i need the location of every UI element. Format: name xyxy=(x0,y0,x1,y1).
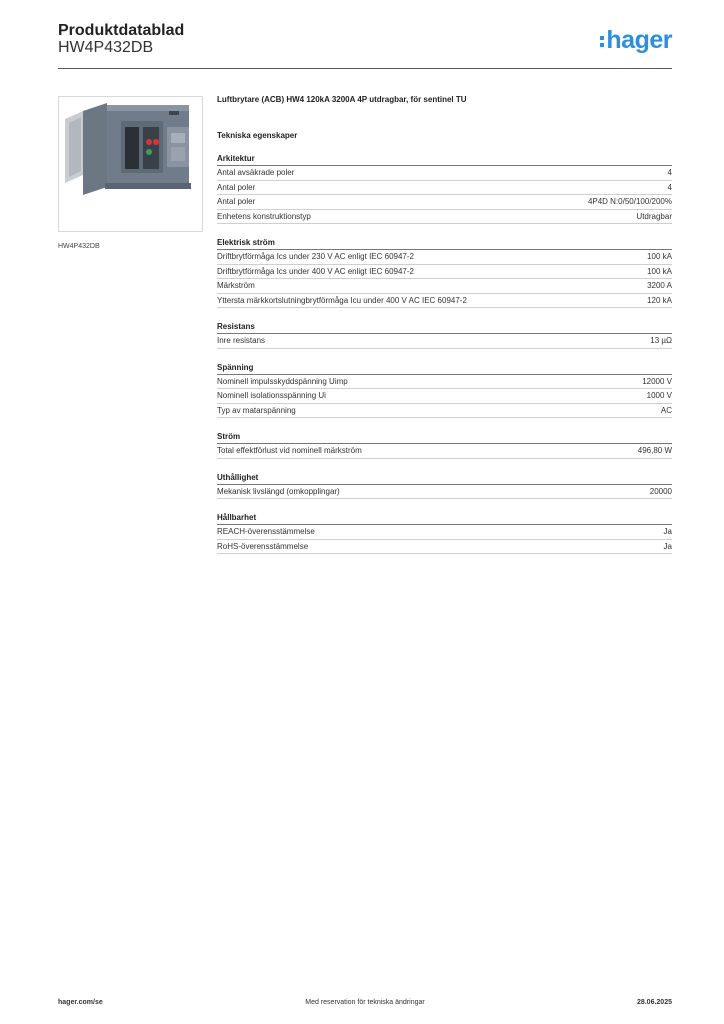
hager-logo xyxy=(600,28,672,53)
spec-label: Yttersta märkkortslutningbrytförmåga Icu under 400 V AC IEC 60947-2 xyxy=(217,295,467,305)
spec-row xyxy=(217,294,672,309)
spec-label: Nominell isolationsspänning Ui xyxy=(217,391,326,400)
spec-label: Total effektförlust vid nominell märkström xyxy=(217,446,362,455)
spec-value: Ja xyxy=(663,541,672,551)
spec-label: Driftbrytförmåga Ics under 400 V AC enligt IEC 60947-2 xyxy=(217,266,414,276)
header-divider xyxy=(58,68,672,69)
spec-content xyxy=(217,95,672,554)
spec-label: Driftbrytförmåga Ics under 230 V AC enligt IEC 60947-2 xyxy=(217,252,414,261)
spec-label: Antal poler xyxy=(217,197,256,206)
spec-row xyxy=(217,485,672,500)
spec-section xyxy=(217,473,672,500)
spec-row xyxy=(217,279,672,294)
spec-label: Märkström xyxy=(217,281,255,290)
footer-disclaimer: Med reservation för tekniska ändringar xyxy=(305,999,425,1006)
spec-value: 20000 xyxy=(649,486,672,496)
spec-label: Enhetens konstruktionstyp xyxy=(217,211,311,221)
spec-row xyxy=(217,375,672,390)
spec-value: 1000 V xyxy=(646,391,672,400)
spec-row xyxy=(217,444,672,459)
footer-date: 28.06.2025 xyxy=(636,999,672,1006)
spec-value: 100 kA xyxy=(647,252,672,261)
section-title: Spänning xyxy=(217,363,672,375)
page-title: Produktdatablad xyxy=(58,22,185,39)
section-title: Arkitektur xyxy=(217,154,672,166)
spec-label: Mekanisk livslängd (omkopplingar) xyxy=(217,486,340,496)
product-description: Luftbrytare (ACB) HW4 120kA 3200A 4P utdragbar, för sentinel TU xyxy=(217,95,467,104)
spec-label: RoHS-överensstämmelse xyxy=(217,541,309,551)
spec-section xyxy=(217,432,672,459)
spec-row xyxy=(217,166,672,181)
spec-section xyxy=(217,322,672,349)
circuit-breaker-image xyxy=(59,97,202,231)
spec-value: 120 kA xyxy=(647,295,672,305)
footer-website: hager.com/se xyxy=(58,999,103,1006)
spec-row xyxy=(217,404,672,419)
spec-label: Typ av matarspänning xyxy=(217,405,296,415)
spec-value: 4 xyxy=(667,168,672,177)
image-caption: HW4P432DB xyxy=(58,243,100,250)
spec-value: 496,80 W xyxy=(637,446,672,455)
technical-properties-title: Tekniska egenskaper xyxy=(217,131,298,140)
page-header xyxy=(58,22,672,68)
spec-row xyxy=(217,540,672,555)
spec-value: AC xyxy=(660,405,672,415)
spec-row xyxy=(217,181,672,196)
product-code: HW4P432DB xyxy=(58,39,154,56)
spec-value: Ja xyxy=(663,527,672,536)
logo-text: hager xyxy=(606,26,672,54)
spec-row xyxy=(217,334,672,349)
spec-section xyxy=(217,238,672,308)
spec-label: Inre resistans xyxy=(217,336,266,345)
spec-section xyxy=(217,363,672,419)
section-title: Ström xyxy=(217,432,672,444)
spec-row xyxy=(217,389,672,404)
spec-row xyxy=(217,195,672,210)
section-title: Uthållighet xyxy=(217,473,672,485)
spec-section xyxy=(217,513,672,554)
spec-label: Antal poler xyxy=(217,182,256,192)
spec-value: 100 kA xyxy=(647,266,672,276)
spec-label: Nominell impulsskyddspänning Uimp xyxy=(217,376,348,386)
section-title: Resistans xyxy=(217,322,672,334)
spec-row xyxy=(217,265,672,280)
spec-value: 4 xyxy=(667,182,672,192)
spec-value: 4P4D N:0/50/100/200% xyxy=(587,197,672,206)
logo-dots-icon xyxy=(600,36,604,47)
spec-row xyxy=(217,250,672,265)
spec-section xyxy=(217,154,672,224)
section-title: Hållbarhet xyxy=(217,513,672,525)
product-image xyxy=(58,96,203,232)
spec-value: 12000 V xyxy=(642,376,672,386)
spec-label: Antal avsäkrade poler xyxy=(217,168,295,177)
spec-row xyxy=(217,210,672,225)
spec-value: Utdragbar xyxy=(636,211,672,221)
spec-value: 13 µΩ xyxy=(650,336,672,345)
spec-label: REACH-överensstämmelse xyxy=(217,527,315,536)
section-title: Elektrisk ström xyxy=(217,238,672,250)
spec-row xyxy=(217,525,672,540)
spec-sections xyxy=(217,154,672,554)
spec-value: 3200 A xyxy=(647,281,672,290)
